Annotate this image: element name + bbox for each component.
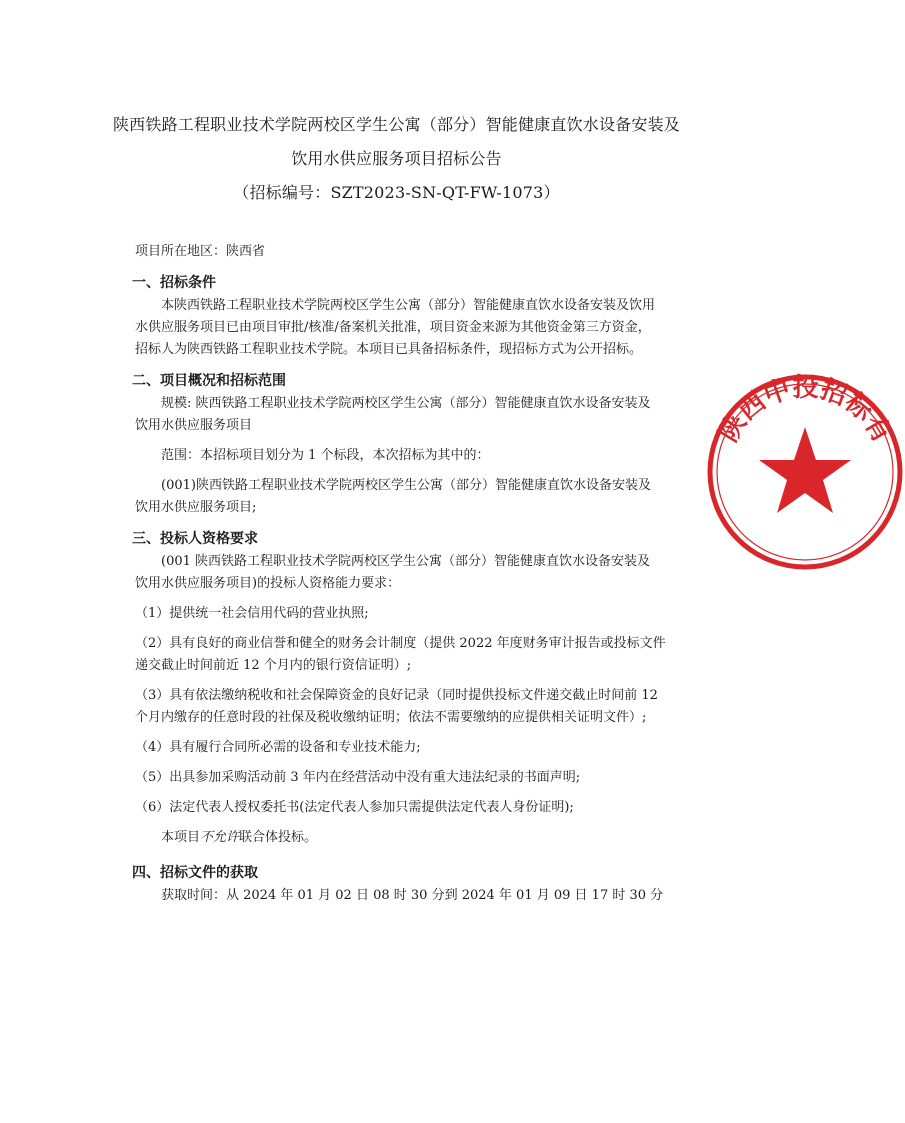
joint-bid-prefix: 本项目 [161,830,201,845]
requirement-item: （2）具有良好的商业信誉和健全的财务会计制度（提供 2022 年度财务审计报告或投标文件 [135,636,666,651]
announcement-title [0,108,793,210]
document-body [132,241,675,907]
company-seal-stamp [705,372,905,572]
requirement-item: （5）出具参加采购活动前 3 年内在经营活动中没有重大违法纪录的书面声明; [135,770,581,785]
paragraph-line: (001)陕西铁路工程职业技术学院两校区学生公寓（部分）智能健康直饮水设备安装及 [161,478,651,493]
joint-bid-suffix: 联合体投标。 [239,830,318,845]
tender-code: （招标编号：SZT2023-SN-QT-FW-1073） [233,183,560,202]
requirement-item: （6）法定代表人授权委托书(法定代表人参加只需提供法定代表人身份证明); [135,800,574,815]
requirement-item: 个月内缴存的任意时段的社保及税收缴纳证明；依法不需要缴纳的应提供相关证明文件）; [135,710,647,725]
section-heading-document-acquisition: 四、招标文件的获取 [132,865,258,881]
paragraph-line: 饮用水供应服务项目 [135,418,253,433]
seal-text-path: 陕西中投招标有 [713,372,897,448]
paragraph-line: 饮用水供应服务项目; [135,500,257,515]
paragraph-line: 规模: 陕西铁路工程职业技术学院两校区学生公寓（部分）智能健康直饮水设备安装及 [161,396,651,411]
paragraph-line: 范围：本招标项目划分为 1 个标段，本次招标为其中的： [161,448,490,463]
title-line-2: 饮用水供应服务项目招标公告 [291,149,502,168]
paragraph-line: 饮用水供应服务项目)的投标人资格能力要求： [135,576,401,591]
section-heading-bidder-qualifications: 三、投标人资格要求 [132,531,258,547]
acquisition-time: 获取时间：从 2024 年 01 月 02 日 08 时 30 分到 2024 年 01 月 09 日 17 时 30 分 [161,888,664,903]
joint-bid-statement [135,827,675,849]
requirement-item: （1）提供统一社会信用代码的营业执照; [135,606,369,621]
paragraph-line: (001 陕西铁路工程职业技术学院两校区学生公寓（部分）智能健康直饮水设备安装及 [161,554,651,569]
requirement-item: （3）具有依法缴纳税收和社会保障资金的良好记录（同时提供投标文件递交截止时间前 12 [135,688,658,703]
project-region: 项目所在地区：陕西省 [135,244,266,259]
paragraph-line: 水供应服务项目已由项目审批/核准/备案机关批准，项目资金来源为其他资金第三方资金， [135,320,651,335]
requirement-item: 递交截止时间前近 12 个月内的银行资信证明）; [135,658,412,673]
title-line-1: 陕西铁路工程职业技术学院两校区学生公寓（部分）智能健康直饮水设备安装及 [112,115,680,134]
section-heading-tender-conditions: 一、招标条件 [132,275,216,291]
seal-star-icon [759,427,851,513]
section-heading-project-scope: 二、项目概况和招标范围 [132,373,286,389]
requirement-item: （4）具有履行合同所必需的设备和专业技术能力; [135,740,421,755]
joint-bid-emphasis: 不允许 [200,830,240,845]
paragraph-line: 本陕西铁路工程职业技术学院两校区学生公寓（部分）智能健康直饮水设备安装及饮用 [161,298,656,313]
paragraph-line: 招标人为陕西铁路工程职业技术学院。本项目已具备招标条件，现招标方式为公开招标。 [135,342,643,357]
